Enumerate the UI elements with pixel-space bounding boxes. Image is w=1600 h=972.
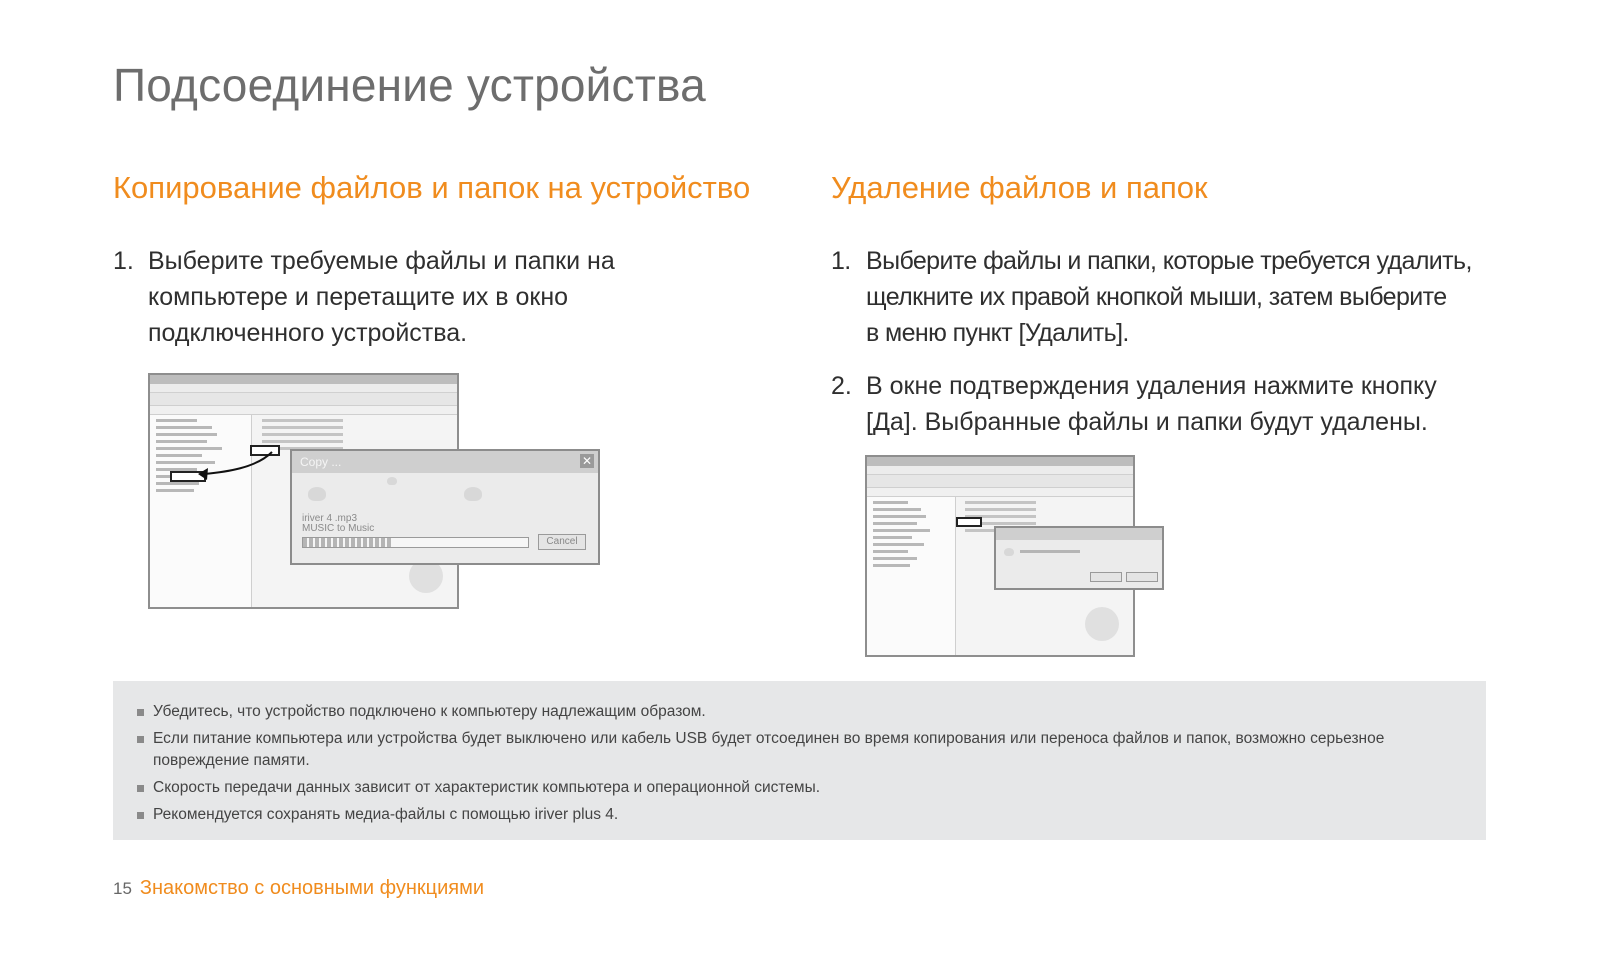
step-number: 1. [113,247,134,275]
copy-file-path: MUSIC to Music [302,523,375,534]
note-text: Скорость передачи данных зависит от характеристик компьютера и операционной системы. [153,779,821,796]
step-text-line: [Да]. Выбранные файлы и папки будут удалены. [866,408,1428,436]
delete-step-1 [831,243,1571,351]
delete-doc-icon [1004,548,1014,556]
copy-progress-bar [302,537,529,548]
note-item [137,777,1462,799]
yes-button[interactable] [1090,572,1122,582]
step-text-line: в меню пункт [Удалить]. [866,319,1129,347]
folder-tree [150,415,252,607]
chapter-title: Знакомство с основными функциями [139,877,485,899]
copy-progress-fill [303,538,393,547]
note-item [137,728,1462,772]
section-title-delete: Удаление файлов и папок [831,170,1208,205]
copy-step-1 [113,243,773,351]
selected-file-highlight [956,517,982,527]
copy-dialog-title: Copy ... [292,451,598,473]
note-item [137,701,1462,723]
page-number: 15 [113,879,132,898]
delete-step-2 [831,368,1571,440]
cancel-button[interactable]: Cancel [538,534,586,550]
source-folder-icon [308,487,326,501]
music-note-icon [1085,607,1119,641]
note-text: Если питание компьютера или устройства будет выключено или кабель USB будет отсоединен во время копирования или переноса файлов и папок, возможно серьезное повреждение памяти. [153,730,1385,769]
step-number: 2. [831,372,852,400]
note-text: Рекомендуется сохранять медиа-файлы с помощью iriver plus 4. [153,806,619,823]
bullet-icon [137,736,144,743]
copy-dialog [290,449,600,565]
notes-box [113,681,1486,840]
step-text-line: В окне подтверждения удаления нажмите кнопку [866,372,1437,400]
page-footer [113,877,484,900]
note-item [137,804,1462,826]
target-folder-icon [464,487,482,501]
bullet-icon [137,709,144,716]
page-title: Подсоединение устройства [113,59,706,111]
no-button[interactable] [1126,572,1158,582]
folder-tree [867,497,956,655]
drag-arrow-icon [196,450,276,482]
step-text-line: Выберите требуемые файлы и папки на [148,247,615,275]
section-title-copy: Копирование файлов и папок на устройство [113,170,751,205]
bullet-icon [137,785,144,792]
step-text-line: щелкните их правой кнопкой мыши, затем выберите [866,283,1447,311]
bullet-icon [137,812,144,819]
step-text-line: Выберите файлы и папки, которые требуется удалить, [866,247,1472,275]
flying-doc-icon [387,477,397,485]
step-number: 1. [831,247,851,275]
delete-confirm-dialog [994,526,1164,590]
step-text-line: подключенного устройства. [148,319,468,347]
close-icon[interactable]: ✕ [581,454,593,468]
note-text: Убедитесь, что устройство подключено к компьютеру надлежащим образом. [153,703,706,720]
copy-file-name: iriver 4 .mp3 [302,513,358,524]
step-text-line: компьютере и перетащите их в окно [148,283,569,311]
